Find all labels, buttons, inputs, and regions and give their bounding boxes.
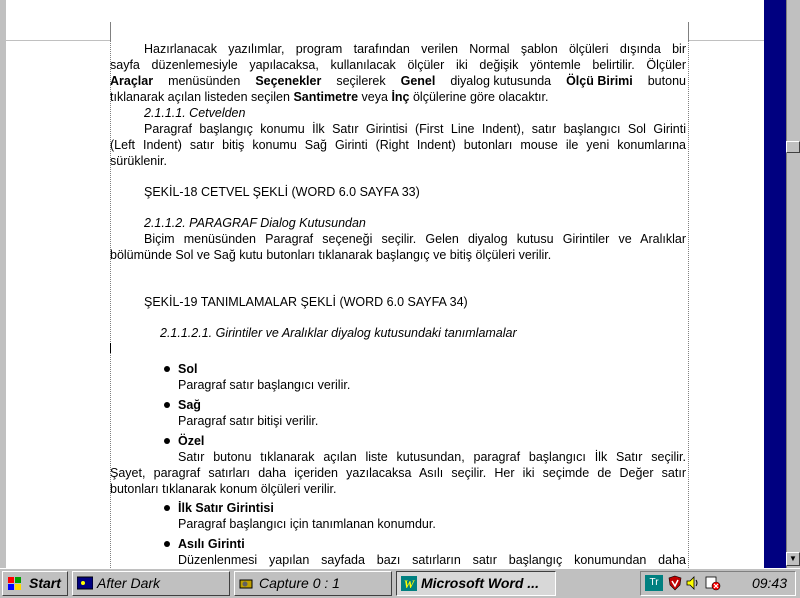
text-line: Paragraf başlangıç konumu İlk Satır Girintisi (First Line Indent), satır başlangıcı Sol Girinti — [144, 122, 686, 136]
bullet-title: Asılı Girinti — [178, 537, 245, 551]
taskbar-label: Microsoft Word ... — [421, 575, 539, 591]
bullet-dot — [164, 541, 170, 547]
bullet-desc: butonları tıklanarak konum ölçüleri verilir. — [110, 482, 337, 496]
bullet-title: Sağ — [178, 398, 201, 412]
margin-guide-top-left — [6, 40, 110, 41]
text-run: veya — [361, 90, 388, 104]
start-button[interactable] — [2, 571, 68, 596]
scroll-down-button[interactable] — [786, 552, 800, 566]
section-heading: 2.1.1.2.1. Girintiler ve Aralıklar diyalog kutusundaki tanımlamalar — [160, 326, 517, 340]
bullet-dot — [164, 366, 170, 372]
vertical-scrollbar[interactable] — [786, 0, 800, 568]
text-run: ölçülerine göre olacaktır. — [412, 90, 549, 104]
bullet-dot — [164, 505, 170, 511]
margin-guide-top-right — [688, 40, 764, 41]
bullet-desc: Paragraf başlangıcı için tanımlanan konumdur. — [178, 517, 436, 531]
taskbar-label: After Dark — [97, 575, 161, 591]
bold-term: İnç — [391, 90, 410, 104]
text-line: (Left Indent) satır bitiş konumu Sağ Girinti (Right Indent) butonları mouse ile yeni konumlarına — [110, 138, 686, 152]
scrollbar-thumb[interactable] — [786, 141, 800, 153]
figure-caption: ŞEKİL-19 TANIMLAMALAR ŞEKLİ (WORD 6.0 SAYFA 34) — [144, 295, 468, 309]
antivirus-shield-icon[interactable] — [667, 575, 683, 591]
taskbar-button-word[interactable] — [396, 571, 556, 596]
word-icon — [401, 576, 417, 591]
text-line: Hazırlanacak yazılımlar, program tarafından verilen Normal şablon ölçüleri dışında bir — [144, 42, 686, 56]
svg-text:W: W — [403, 577, 415, 591]
bullet-desc: Paragraf satır bitişi verilir. — [178, 414, 319, 428]
text-run: butonu — [647, 74, 686, 88]
taskbar-button-after-dark[interactable] — [72, 571, 230, 596]
system-tray — [640, 571, 796, 596]
section-heading: 2.1.1.1. Cetvelden — [144, 106, 246, 120]
taskbar-label: Capture 0 : 1 — [259, 575, 340, 591]
text-run: diyalog kutusunda — [450, 74, 552, 88]
corner-mark-right — [688, 22, 689, 40]
bullet-desc: Paragraf satır başlangıcı verilir. — [178, 378, 351, 392]
text-line: bölümünde Sol ve Sağ kutu butonları tıklanarak başlangıç ve bitiş ölçüleri verilir. — [110, 248, 552, 262]
clock: 09:43 — [751, 575, 787, 591]
bullet-title: İlk Satır Girintisi — [178, 501, 274, 515]
bold-term: Seçenekler — [255, 74, 322, 88]
margin-guide-right — [688, 40, 689, 568]
text-run: tıklanarak açılan listeden seçilen — [110, 90, 290, 104]
scheduler-icon[interactable] — [705, 575, 721, 591]
bold-term: Araçlar — [110, 74, 154, 88]
language-indicator[interactable]: Tr — [645, 575, 663, 591]
text-line: sürüklenir. — [110, 154, 167, 168]
bold-term: Ölçü Birimi — [566, 74, 633, 88]
text-run: menüsünden — [168, 74, 241, 88]
capture-icon — [239, 576, 255, 591]
text-line-mixed — [110, 89, 686, 105]
bold-term: Genel — [400, 74, 436, 88]
text-line-mixed — [110, 73, 686, 89]
bullet-title: Sol — [178, 362, 198, 376]
text-line: Biçim menüsünden Paragraf seçeneği seçilir. Gelen diyalog kutusu Girintiler ve Aralıklar — [144, 232, 686, 246]
bullet-title: Özel — [178, 434, 205, 448]
section-heading: 2.1.1.2. PARAGRAF Dialog Kutusundan — [144, 216, 366, 230]
windows-logo-icon — [7, 576, 23, 591]
start-label: Start — [29, 575, 61, 591]
bullet-desc: Şayet, paragraf satırları daha içeriden yazılacaksa Asılı seçilir. Her iki seçimde de Değer satır — [110, 466, 686, 480]
text-line: sayfa düzenlemesiyle yapılacaksa, kullanılacak ölçüler iki değişik yöntemle belirtilir. Ölçüler — [110, 58, 686, 72]
speaker-icon[interactable] — [685, 575, 701, 591]
figure-caption: ŞEKİL-18 CETVEL ŞEKLİ (WORD 6.0 SAYFA 33) — [144, 185, 420, 199]
arrow-down-icon: ▼ — [789, 554, 797, 563]
bullet-dot — [164, 402, 170, 408]
text-run: seçilerek — [336, 74, 386, 88]
bullet-desc: Satır butonu tıklanarak açılan liste kutusundan, paragraf başlangıcı İlk Satır seçilir. — [178, 450, 686, 464]
bullet-desc: Düzenlenmesi yapılan sayfada bazı satırların satır başlangıç konumundan daha — [178, 553, 686, 567]
bullet-dot — [164, 438, 170, 444]
taskbar-button-capture[interactable] — [234, 571, 392, 596]
taskbar — [0, 568, 800, 598]
document-page[interactable] — [6, 0, 764, 568]
after-dark-icon — [77, 576, 93, 591]
corner-mark-left — [110, 22, 111, 40]
text-cursor — [110, 343, 111, 353]
bold-term: Santimetre — [293, 90, 359, 104]
